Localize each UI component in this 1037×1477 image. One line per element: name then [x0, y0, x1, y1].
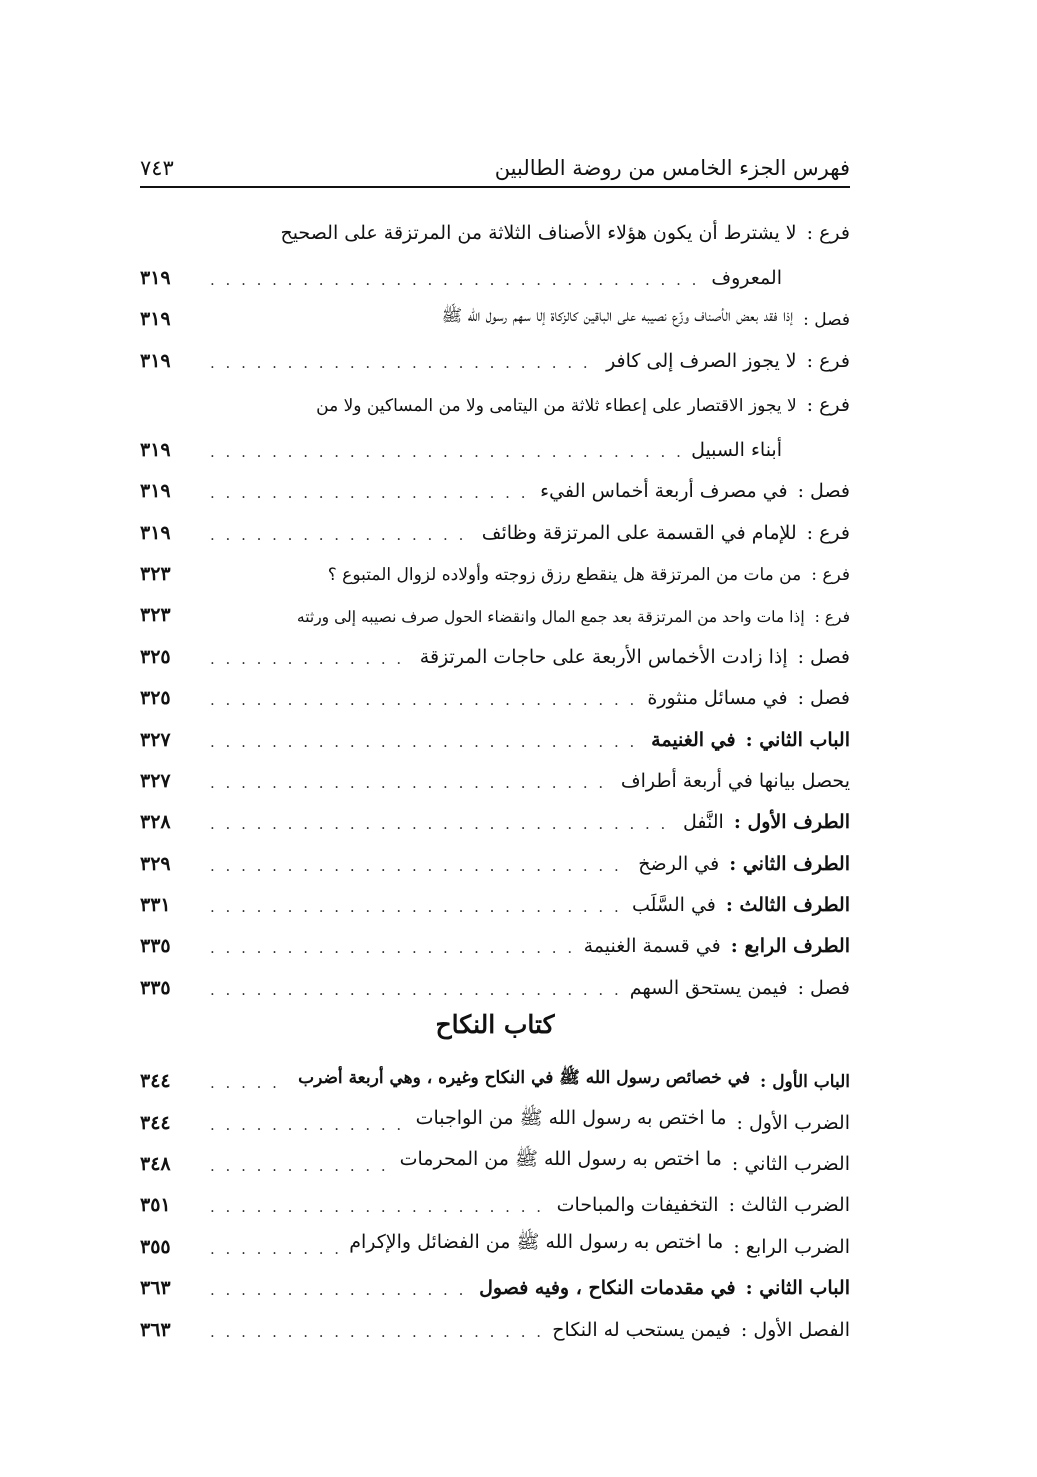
leader-dots — [210, 650, 410, 668]
toc-entry — [140, 502, 850, 543]
toc-entry — [140, 957, 850, 998]
entry-kind: الطرف الثاني : — [729, 852, 850, 875]
entry-page: ٣٦٣ — [140, 1318, 171, 1341]
entry-kind: الفصل الأول : — [740, 1318, 850, 1341]
entry-text: في السَّلَب — [631, 894, 716, 917]
entry-page: ٣٤٨ — [140, 1153, 171, 1176]
toc-entry — [140, 1092, 850, 1133]
entry-kind: فصل : — [797, 645, 850, 668]
toc-entry — [140, 709, 850, 750]
entry-page: ٣١٩ — [140, 267, 171, 289]
toc-entry — [140, 1051, 850, 1092]
entry-text: إذا فقد بعض الأصناف وزّع نصيبه على الباقين كالزكاة إلا سهم رسول الله ﷺ — [441, 306, 794, 327]
entry-kind: الطرف الرابع : — [730, 935, 850, 958]
entry-kind: فرع : — [806, 349, 850, 372]
entry-text: ما اختص به رسول الله ﷺ من الواجبات — [415, 1106, 727, 1129]
leader-dots — [210, 1240, 339, 1258]
toc-entry — [140, 626, 850, 667]
entry-text: إذا زادت الأخماس الأربعة على حاجات المرتزقة — [419, 645, 788, 668]
entry-page: ٣٤٤ — [140, 1111, 171, 1134]
leader-dots — [210, 981, 620, 999]
entry-text: فيمن يستحق السهم — [629, 976, 788, 999]
entry-page: ٣٣١ — [140, 894, 171, 917]
page-header — [140, 150, 850, 188]
toc-entry — [140, 372, 850, 461]
entry-text: يحصل بيانها في أربعة أطراف — [620, 769, 850, 792]
entry-kind: الباب الثاني : — [745, 1277, 850, 1300]
leader-dots — [210, 354, 596, 372]
entry-text: في مسائل منثورة — [647, 687, 788, 710]
entry-text: فيمن يستحب له النكاح — [552, 1318, 731, 1341]
entry-kind: فرع : — [814, 608, 850, 627]
leader-dots — [210, 443, 681, 461]
entry-page: ٣١٩ — [140, 480, 171, 503]
entry-kind: الضرب الرابع : — [733, 1235, 850, 1258]
section-heading: كتاب النكاح — [435, 1010, 555, 1040]
leader-dots — [210, 857, 628, 875]
leader-dots — [210, 1323, 542, 1341]
entry-text: من مات من المرتزقة هل ينقطع رزق زوجته وأولاده لزوال المتبوع ؟ — [327, 564, 802, 585]
entry-page: ٣٤٤ — [140, 1070, 171, 1093]
leader-dots — [210, 774, 611, 792]
leader-dots — [210, 1281, 469, 1299]
toc-entry — [140, 1134, 850, 1175]
entry-kind: الضرب الثاني : — [731, 1153, 850, 1176]
entry-kind: فرع : — [806, 393, 850, 416]
entry-text: في مقدمات النكاح ، وفيه فصول — [479, 1277, 736, 1300]
entry-page: ٣٢٧ — [140, 728, 171, 751]
entry-kind: الطرف الأول : — [733, 811, 850, 834]
entry-kind: فصل : — [803, 310, 850, 331]
leader-dots — [210, 1198, 547, 1216]
leader-dots — [210, 271, 701, 289]
entry-kind: فصل : — [797, 480, 850, 503]
toc-entry — [140, 1216, 850, 1257]
entry-kind: الباب الثاني : — [745, 728, 850, 751]
page-number: ٧٤٣ — [140, 156, 174, 180]
leader-dots — [210, 939, 574, 957]
toc-entry — [140, 585, 850, 626]
leader-dots — [210, 526, 472, 544]
toc-entry — [140, 1258, 850, 1299]
leader-dots — [210, 733, 641, 751]
toc-entry — [140, 330, 850, 371]
entry-text: إذا مات واحد من المرتزقة بعد جمع المال وانقضاء الحول صرف نصيبه إلى ورثته — [296, 608, 805, 627]
leader-dots — [210, 1074, 288, 1092]
entry-kind: الطرف الثالث : — [725, 894, 850, 917]
entry-kind: الباب الأول : — [760, 1072, 850, 1093]
entry-page: ٣٥١ — [140, 1194, 171, 1217]
entry-page: ٣٢٧ — [140, 769, 171, 792]
toc-entry — [140, 289, 850, 330]
entry-text: لا يجوز الصرف إلى كافر — [606, 349, 797, 372]
entry-page: ٣٢٥ — [140, 645, 171, 668]
entry-page: ٣٣٥ — [140, 976, 171, 999]
leader-dots — [210, 1116, 406, 1134]
entry-text: ما اختص به رسول الله ﷺ من الفضائل والإكرام — [349, 1230, 724, 1253]
toc-entry — [140, 461, 850, 502]
toc-entry — [140, 875, 850, 916]
toc-entry — [140, 668, 850, 709]
toc-entry — [140, 916, 850, 957]
running-title: فهرس الجزء الخامس من روضة الطالبين — [494, 156, 850, 180]
entry-kind: فصل : — [797, 687, 850, 710]
entry-page: ٣٢٣ — [140, 604, 171, 627]
toc-entry — [140, 200, 850, 289]
entry-page: ٣١٩ — [140, 308, 171, 331]
toc-entry — [140, 751, 850, 792]
toc-entry — [140, 1175, 850, 1216]
leader-dots — [210, 1157, 390, 1175]
entry-page: ٣٢٩ — [140, 852, 171, 875]
entry-kind: الضرب الثالث : — [728, 1194, 850, 1217]
entry-page: ٣١٩ — [140, 349, 171, 372]
leader-dots — [210, 898, 622, 916]
toc-entry — [140, 1299, 850, 1340]
entry-kind: فرع : — [806, 222, 850, 244]
entry-page: ٣٥٥ — [140, 1235, 171, 1258]
toc-entry — [140, 792, 850, 833]
entry-page: ٣٢٥ — [140, 687, 171, 710]
entry-text: لا يشترط أن يكون هؤلاء الأصناف الثلاثة من المرتزقة على الصحيح — [280, 222, 797, 244]
entry-text: في خصائص رسول الله ﷺ في النكاح وغيره ، وهي أربعة أضرب — [298, 1068, 751, 1089]
entry-kind: الضرب الأول : — [736, 1111, 850, 1134]
leader-dots — [210, 691, 637, 709]
entry-page: ٣٣٥ — [140, 935, 171, 958]
entry-page: ٣١٩ — [140, 438, 171, 461]
entry-page: ٣٢٣ — [140, 562, 171, 585]
entry-text: في الرضخ — [638, 852, 720, 875]
entry-text: في قسمة الغنيمة — [583, 935, 721, 958]
entry-text: ما اختص به رسول الله ﷺ من المحرمات — [399, 1148, 722, 1171]
entry-page: ٣٢٨ — [140, 811, 171, 834]
entry-kind: فرع : — [806, 521, 850, 544]
entry-text-continued: المعروف — [711, 267, 782, 289]
table-of-contents — [140, 200, 850, 1341]
entry-kind: فصل : — [797, 976, 850, 999]
entry-text: لا يجوز الاقتصار على إعطاء ثلاثة من اليتامى ولا من المساكين ولا من — [316, 395, 797, 416]
entry-text: للإمام في القسمة على المرتزقة وظائف — [481, 521, 797, 544]
toc-entry — [140, 544, 850, 585]
entry-kind: فرع : — [811, 564, 850, 585]
leader-dots — [210, 815, 673, 833]
entry-page: ٣١٩ — [140, 521, 171, 544]
entry-text: في الغنيمة — [651, 728, 736, 751]
entry-text: النَّفل — [683, 811, 724, 834]
leader-dots — [210, 484, 530, 502]
toc-entry — [140, 833, 850, 874]
entry-page: ٣٦٣ — [140, 1277, 171, 1300]
entry-text-continued: أبناء السبيل — [691, 438, 782, 461]
entry-text: التخفيفات والمباحات — [556, 1194, 719, 1217]
entry-text: في مصرف أربعة أخماس الفيء — [540, 480, 788, 503]
